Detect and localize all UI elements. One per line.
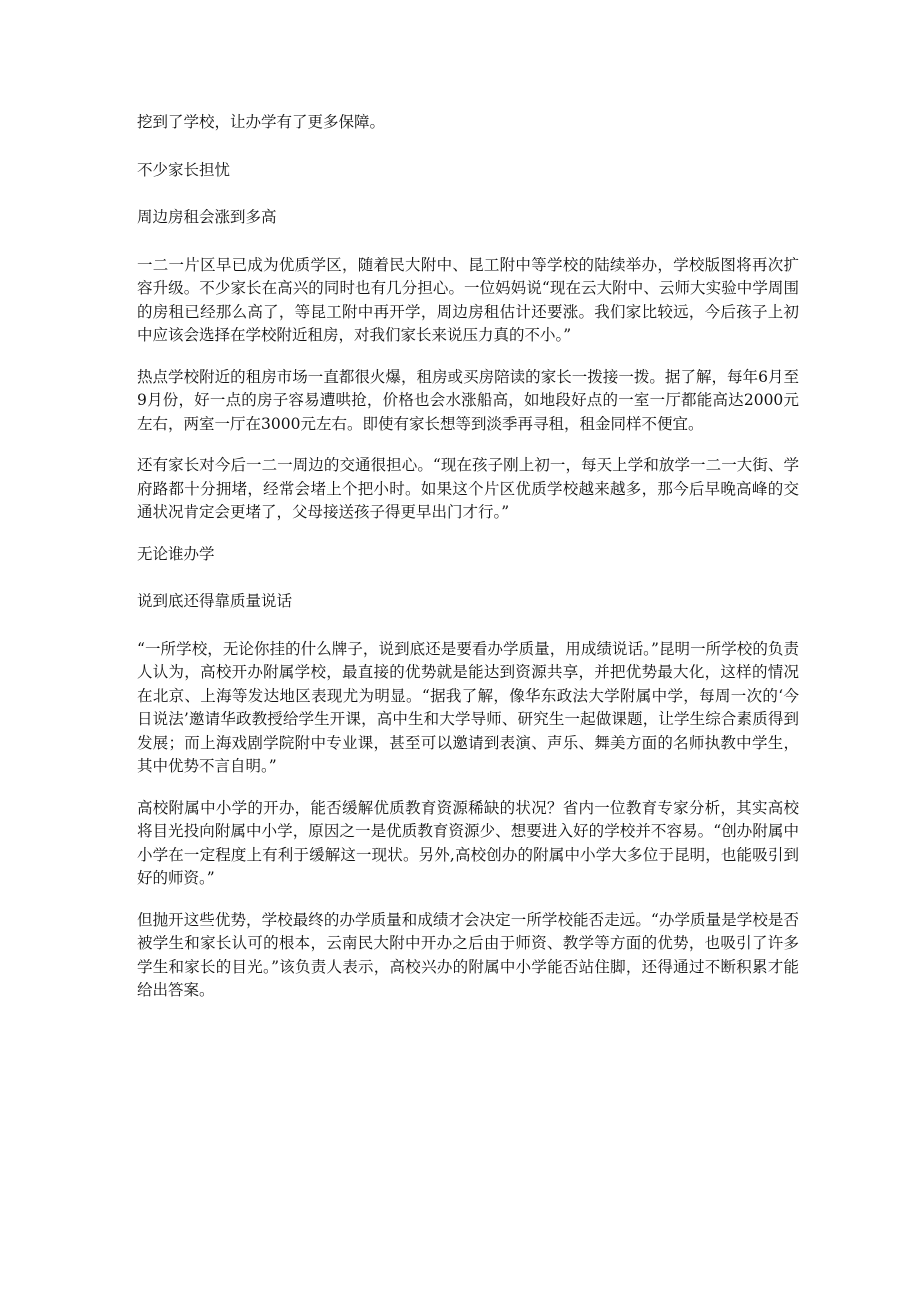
paragraph-traffic: 还有家长对今后一二一周边的交通很担心。“现在孩子刚上初一，每天上学和放学一二一大街、学府路都十分拥堵，经常会堵上个把小时。如果这个片区优质学校越来越多，那今后早晚高峰的交通状况肯定会更堵了，父母接送孩子得更早出门才行。”	[137, 456, 799, 521]
paragraph-school-quality: “一所学校，无论你挂的什么牌子，说到底还是要看办学质量，用成绩说话。”昆明一所学校的负责人认为，高校开办附属学校，最直接的优势就是能达到资源共享，并把优势最大化，这样的情况在北京、上海等发达地区表现尤为明显。“据我了解，像华东政法大学附属中学，每周一次的‘今日说法’邀请华政教授给学生开课，高中生和大学导师、研究生一起做课题，让学生综合素质得到发展；而上海戏剧学院附中专业课，甚至可以邀请到表演、声乐、舞美方面的名师执教中学生，其中优势不言自明。”	[137, 639, 799, 775]
section-subheading-quality: 说到底还得靠质量说话	[137, 592, 293, 610]
section-heading-worries: 不少家长担忧	[137, 160, 231, 179]
document-page	[137, 111, 799, 1021]
section-heading-whoever: 无论谁办学	[137, 544, 215, 563]
paragraph-conclusion: 但抛开这些优势，学校最终的办学质量和成绩才会决定一所学校能否走远。“办学质量是学校是否被学生和家长认可的根本，云南民大附中开办之后由于师资、教学等方面的优势，也吸引了许多学生和家长的目光。”该负责人表示，高校兴办的附属中小学能否站住脚，还得通过不断积累才能给出答案。	[137, 910, 799, 999]
section-subheading-rent: 周边房租会涨到多高	[137, 208, 277, 226]
paragraph-parent-concern: 一二一片区早已成为优质学区，随着民大附中、昆工附中等学校的陆续举办，学校版图将再次扩容升级。不少家长在高兴的同时也有几分担心。一位妈妈说“现在云大附中、云师大实验中学周围的房租已经那么高了，等昆工附中再开学，周边房租估计还要涨。我们家比较远，今后孩子上初中应该会选择在学校附近租房，对我们家长来说压力真的不小。”	[137, 255, 799, 344]
paragraph-intro-end: 挖到了学校，让办学有了更多保障。	[137, 113, 386, 131]
paragraph-rental-market: 热点学校附近的租房市场一直都很火爆，租房或买房陪读的家长一拨接一拨。据了解，每年6月至9月份，好一点的房子容易遭哄抢，价格也会水涨船高，如地段好点的一室一厅都能高达2000元左右，两室一厅在3000元左右。即使有家长想等到淡季再寻租，租金同样不便宜。	[137, 367, 799, 433]
paragraph-expert-analysis: 高校附属中小学的开办，能否缓解优质教育资源稀缺的状况？省内一位教育专家分析，其实高校将目光投向附属中小学，原因之一是优质教育资源少、想要进入好的学校并不容易。“创办附属中小学在一定程度上有利于缓解这一现状。另外,高校创办的附属中小学大多位于昆明，也能吸引到好的师资。”	[137, 798, 799, 887]
